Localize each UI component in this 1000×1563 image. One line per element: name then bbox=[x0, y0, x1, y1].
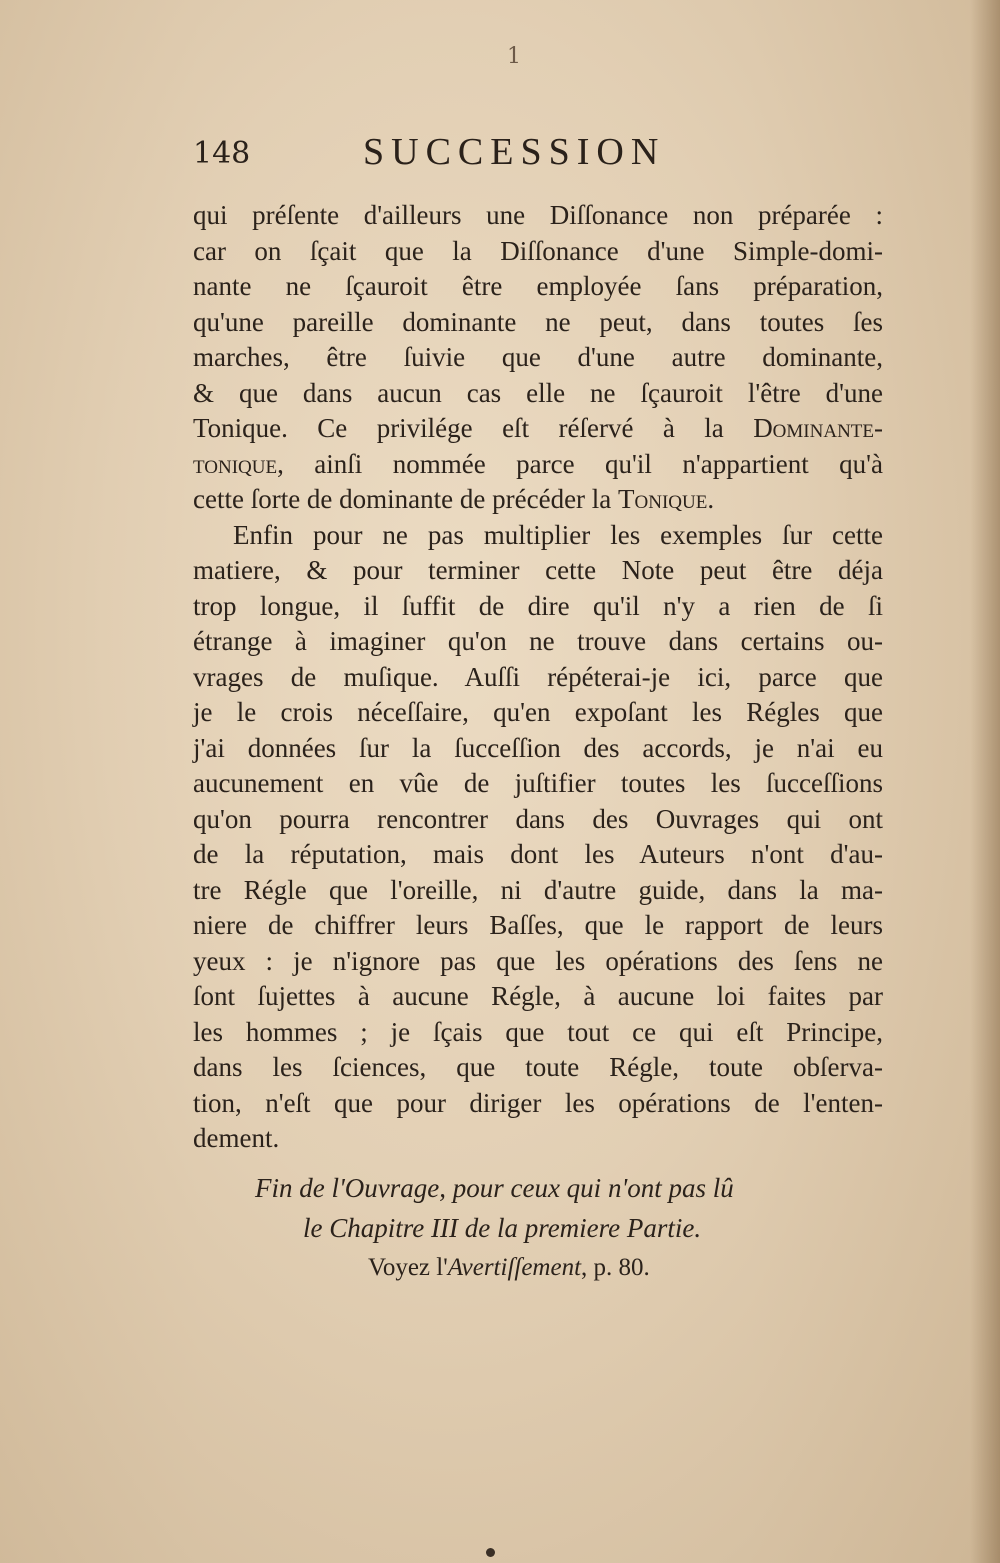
text-line: dement. bbox=[193, 1123, 280, 1153]
text-line: Enfin pour ne pas multiplier les exemples ſur cette bbox=[233, 519, 883, 550]
text-line: étrange à imaginer qu'on ne trouve dans certains ou- bbox=[193, 626, 883, 656]
small-caps-term: Dominante- bbox=[753, 413, 883, 443]
text-line: tion, n'eſt que pour diriger les opérations de l'enten- bbox=[193, 1087, 883, 1118]
text-line: matiere, & pour terminer cette Note peut être déja bbox=[193, 555, 883, 585]
page-header bbox=[193, 130, 713, 180]
text-line bbox=[193, 447, 883, 483]
text-line: car on ſçait que la Diſſonance d'une Simple-domi- bbox=[193, 235, 883, 266]
text-line: qu'on pourra rencontrer dans des Ouvrages qui ont bbox=[193, 803, 883, 834]
text-line: marches, être ſuivie que d'une autre dominante, bbox=[193, 342, 883, 372]
text-line: aucunement en vûe de juſtifier toutes les ſucceſſions bbox=[193, 768, 883, 798]
text-line: trop longue, il ſuffit de dire qu'il n'y a rien de ſi bbox=[193, 590, 883, 621]
text-line: dans les ſciences, que toute Régle, toute obſerva- bbox=[193, 1052, 883, 1082]
stray-ink-mark: 1 bbox=[507, 44, 521, 69]
see-prefix: Voyez l' bbox=[368, 1254, 448, 1281]
end-note-line: Fin de l'Ouvrage, pour ceux qui n'ont pas lû bbox=[255, 1173, 734, 1203]
see-reference bbox=[193, 1248, 883, 1288]
text-line bbox=[193, 482, 883, 518]
text-line: ſont ſujettes à aucune Régle, à aucune loi faites par bbox=[193, 981, 883, 1011]
text-segment: , ainſi nommée parce qu'il n'appartient qu'à bbox=[277, 448, 883, 479]
text-line: nante ne ſçauroit être employée ſans préparation, bbox=[193, 271, 883, 301]
running-head: SUCCESSION bbox=[363, 131, 666, 173]
text-line: qui préſente d'ailleurs une Diſſonance non préparée : bbox=[193, 200, 883, 230]
ink-dot bbox=[486, 1548, 495, 1557]
text-line: niere de chiffrer leurs Baſſes, que le rapport de leurs bbox=[193, 910, 883, 940]
text-line bbox=[193, 411, 883, 447]
text-line: j'ai données ſur la ſucceſſion des accords, je n'ai eu bbox=[193, 732, 883, 763]
body-text bbox=[193, 198, 883, 1157]
text-line: les hommes ; je ſçais que tout ce qui eſt Principe, bbox=[193, 1016, 883, 1047]
text-line: & que dans aucun cas elle ne ſçauroit l'être d'une bbox=[193, 377, 883, 408]
text-segment: Tonique. Ce privilége eſt réſervé à la bbox=[193, 413, 754, 443]
see-suffix: , p. 80. bbox=[581, 1254, 650, 1281]
text-line: je le crois néceſſaire, qu'en expoſant les Régles que bbox=[193, 697, 883, 727]
small-caps-term: Tonique bbox=[618, 484, 708, 514]
small-caps-term: tonique bbox=[193, 448, 278, 479]
text-line: vrages de muſique. Auſſi répéterai-je ici, parce que bbox=[193, 661, 883, 692]
text-segment: cette ſorte de dominante de précéder la bbox=[193, 484, 619, 514]
text-line: qu'une pareille dominante ne peut, dans toutes ſes bbox=[193, 306, 883, 337]
text-line: tre Régle que l'oreille, ni d'autre guide, dans la ma- bbox=[193, 874, 883, 905]
text-line: de la réputation, mais dont les Auteurs n'ont d'au- bbox=[193, 839, 883, 869]
text-line: yeux : je n'ignore pas que les opérations des ſens ne bbox=[193, 945, 883, 976]
text-segment: . bbox=[707, 484, 715, 514]
end-note-line: le Chapitre III de la premiere Partie. bbox=[303, 1213, 702, 1243]
see-title: Avertiſſement bbox=[447, 1254, 582, 1281]
end-note bbox=[193, 1168, 883, 1288]
page-number: 148 bbox=[193, 136, 251, 171]
